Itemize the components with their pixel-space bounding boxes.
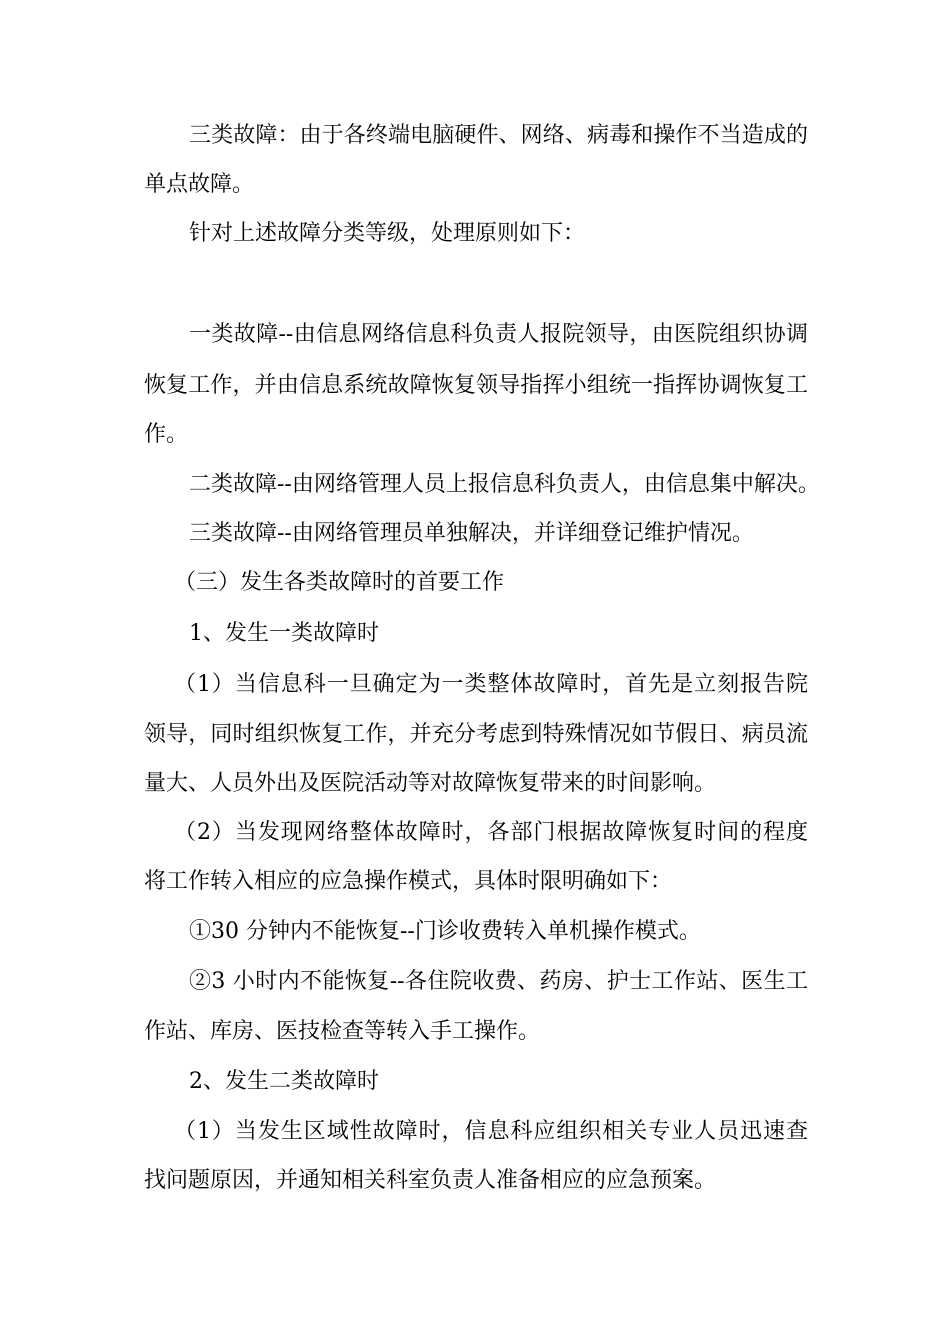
paragraph-line: （1）当发生区域性故障时，信息科应组织相关专业人员迅速查	[174, 1119, 808, 1144]
paragraph-line: 将工作转入相应的应急操作模式，具体时限明确如下：	[144, 869, 673, 894]
paragraph-line: （1）当信息科一旦确定为一类整体故障时，首先是立刻报告院	[174, 672, 808, 697]
paragraph-line: 一类故障--由信息网络信息科负责人报院领导，由医院组织协调	[189, 322, 808, 347]
paragraph-line: 领导，同时组织恢复工作，并充分考虑到特殊情况如节假日、病员流	[144, 722, 808, 747]
paragraph-line: 量大、人员外出及医院活动等对故障恢复带来的时间影响。	[144, 771, 717, 796]
paragraph-line: 三类故障--由网络管理员单独解决，并详细登记维护情况。	[189, 521, 754, 546]
paragraph-line: 找问题原因，并通知相关科室负责人准备相应的应急预案。	[144, 1168, 717, 1193]
subsection-heading: 1、发生一类故障时	[189, 621, 379, 646]
paragraph-line: 单点故障。	[144, 172, 255, 197]
paragraph-line: 针对上述故障分类等级，处理原则如下：	[189, 221, 586, 246]
paragraph-line: 二类故障--由网络管理人员上报信息科负责人，由信息集中解决。	[189, 472, 820, 497]
paragraph-line: 恢复工作，并由信息系统故障恢复领导指挥小组统一指挥协调恢复工	[144, 373, 808, 398]
paragraph-line: 三类故障：由于各终端电脑硬件、网络、病毒和操作不当造成的	[189, 123, 808, 148]
paragraph-line: 作站、库房、医技检查等转入手工操作。	[144, 1019, 541, 1044]
subsection-heading: 2、发生二类故障时	[189, 1069, 379, 1094]
section-heading: （三）发生各类故障时的首要工作	[174, 570, 505, 595]
paragraph-line: （2）当发现网络整体故障时，各部门根据故障恢复时间的程度	[174, 820, 808, 845]
paragraph-line: 作。	[144, 422, 189, 447]
list-item: ①30 分钟内不能恢复--门诊收费转入单机操作模式。	[189, 919, 701, 944]
list-item: ②3 小时内不能恢复--各住院收费、药房、护士工作站、医生工	[189, 969, 808, 994]
